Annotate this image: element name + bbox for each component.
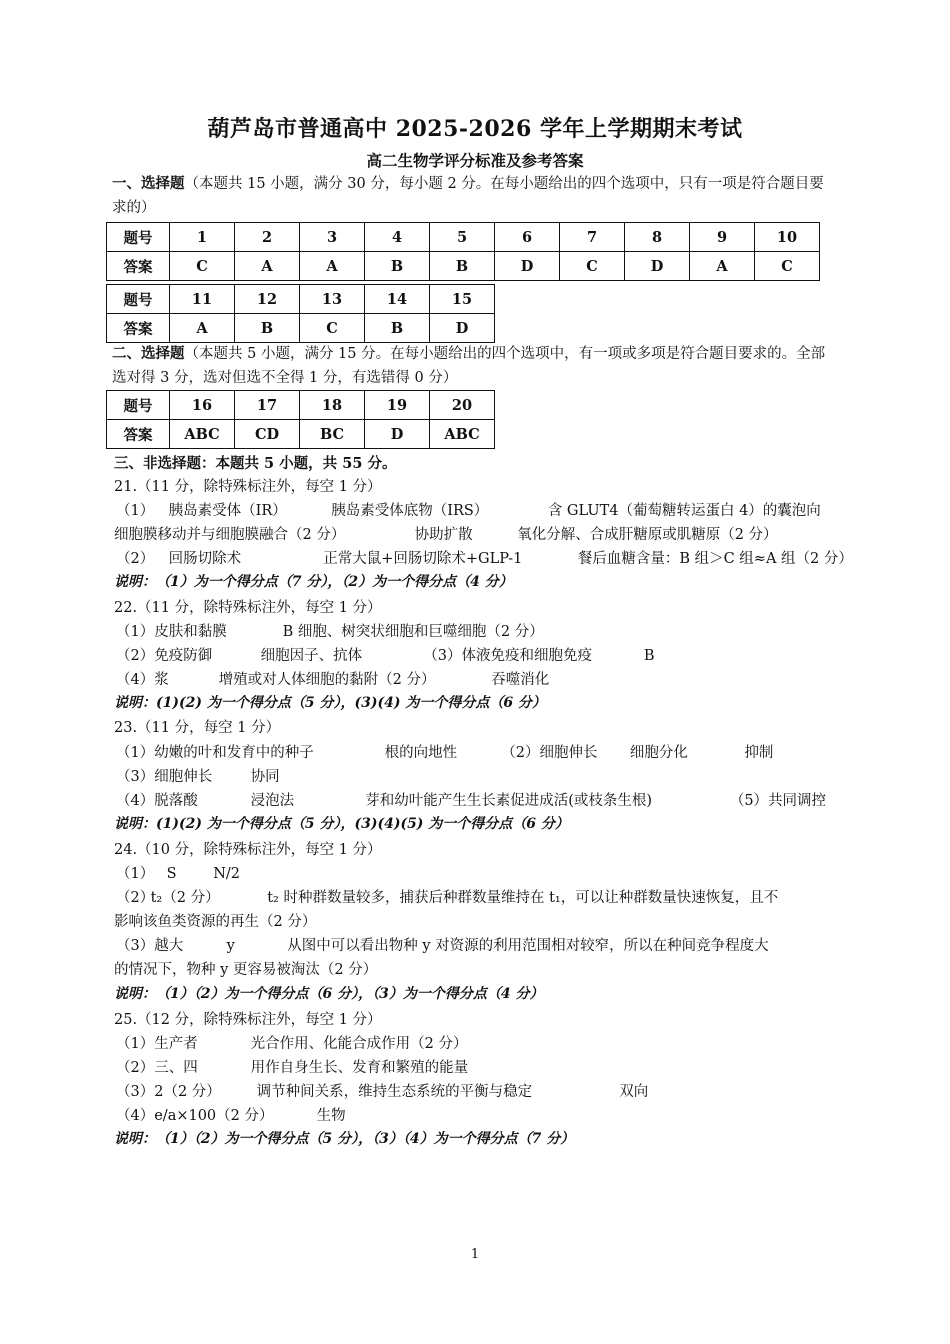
answer-part: （4）e/a×100（2 分）: [116, 1108, 274, 1124]
answer-part: N/2: [213, 866, 241, 882]
answer-part: 含 GLUT4（葡萄糖转运蛋白 4）的囊泡向: [547, 503, 821, 519]
table-cell: B: [365, 314, 430, 343]
row-label-question: 题号: [107, 391, 170, 420]
table-row: [107, 314, 495, 343]
answer-part: 胰岛素受体底物（IRS）: [331, 503, 489, 519]
table-cell: A: [690, 252, 755, 281]
answer-part: （2）: [116, 890, 155, 906]
table-cell: C: [755, 252, 820, 281]
answer-part: 浸泡法: [250, 793, 295, 809]
answer-part: （3）越大: [116, 938, 184, 954]
q24-line5: 的情况下，物种 y 更容易被淘汰（2 分）: [114, 962, 378, 978]
section1-heading: 一、选择题: [112, 175, 185, 192]
q24-line1: [116, 862, 240, 883]
answer-part: 芽和幼叶能产生生长素促进成活(或枝条生根): [365, 793, 653, 809]
q25-line1: [116, 1032, 467, 1053]
choice-answer-table-2: [106, 390, 495, 449]
q21-line1: [116, 499, 821, 520]
answer-part: （1）皮肤和黏膜: [116, 624, 227, 640]
table-cell: 18: [300, 391, 365, 420]
table-cell: B: [365, 252, 430, 281]
q21-line2: [114, 523, 778, 544]
q22-line2: [116, 644, 654, 665]
table-cell: BC: [300, 420, 365, 449]
section2-intro: [112, 342, 838, 390]
page-number: 1: [470, 1247, 480, 1262]
table-cell: D: [365, 420, 430, 449]
answer-part: 生物: [316, 1108, 346, 1124]
answer-part: （2）: [116, 551, 155, 567]
answer-part: 根的向地性: [384, 745, 458, 761]
q23-line3: [116, 789, 826, 810]
row-label-answer: 答案: [107, 252, 170, 281]
answer-part: 双向: [619, 1084, 649, 1100]
q25-heading: 25.（12 分，除特殊标注外，每空 1 分）: [114, 1012, 382, 1028]
q23-line1: [116, 741, 773, 762]
answer-part: 细胞因子、抗体: [260, 648, 363, 664]
answer-part: （3）体液免疫和细胞免疫: [423, 648, 592, 664]
row-label-question: 题号: [107, 223, 170, 252]
section1-desc: （本题共 15 小题，满分 30 分，每小题 2 分。在每小题给出的四个选项中，只有一项是符合题目要求的）: [112, 176, 824, 216]
answer-part: 餐后血糖含量：B 组＞C 组≈A 组（2 分）: [577, 551, 853, 567]
table-cell: 2: [235, 223, 300, 252]
answer-part: （1）生产者: [116, 1036, 198, 1052]
table-cell: 7: [560, 223, 625, 252]
answer-part: （2）三、四: [116, 1060, 198, 1076]
table-cell: 17: [235, 391, 300, 420]
answer-part: 光合作用、化能合成作用（2 分）: [250, 1036, 468, 1052]
q22-line1: [116, 620, 544, 641]
table-row: [107, 223, 820, 252]
table-cell: 10: [755, 223, 820, 252]
table-cell: 12: [235, 285, 300, 314]
table-cell: 4: [365, 223, 430, 252]
table-cell: A: [235, 252, 300, 281]
table-cell: A: [300, 252, 365, 281]
answer-part: （4）浆: [116, 672, 169, 688]
page-title: 葫芦岛市普通高中 2025-2026 学年上学期期末考试: [207, 116, 743, 142]
q25-line4: [116, 1104, 346, 1125]
answer-part: S: [166, 866, 177, 882]
table-row: [107, 391, 495, 420]
table-cell: A: [170, 314, 235, 343]
row-label-answer: 答案: [107, 420, 170, 449]
table-row: [107, 252, 820, 281]
q21-note: 说明：（1）为一个得分点（7 分），（2）为一个得分点（4 分）: [114, 574, 513, 590]
answer-part: B: [643, 648, 655, 664]
table-cell: C: [560, 252, 625, 281]
answer-part: （2）细胞伸长: [501, 745, 598, 761]
table-cell: 1: [170, 223, 235, 252]
choice-answer-table-1b: [106, 284, 495, 343]
table-cell: 8: [625, 223, 690, 252]
table-cell: B: [235, 314, 300, 343]
q21-heading: 21.（11 分，除特殊标注外，每空 1 分）: [114, 479, 382, 495]
section1-intro: [112, 172, 838, 220]
answer-part: （3）细胞伸长: [116, 769, 213, 785]
q23-line2: [116, 765, 280, 786]
answer-part: 协助扩散: [414, 527, 473, 543]
answer-part: 抑制: [744, 745, 774, 761]
answer-part: B 细胞、树突状细胞和巨噬细胞（2 分）: [282, 624, 544, 640]
answer-part: 细胞分化: [629, 745, 688, 761]
answer-part: 胰岛素受体（IR）: [168, 503, 287, 519]
table-cell: 14: [365, 285, 430, 314]
table-cell: 13: [300, 285, 365, 314]
q22-line3: [116, 668, 549, 689]
answer-part: 回肠切除术: [168, 551, 242, 567]
table-cell: 15: [430, 285, 495, 314]
table-row: [107, 285, 495, 314]
answer-part: （4）脱落酸: [116, 793, 198, 809]
answer-part: 用作自身生长、发育和繁殖的能量: [250, 1060, 469, 1076]
q22-heading: 22.（11 分，除特殊标注外，每空 1 分）: [114, 600, 382, 616]
q23-note: 说明：(1)(2) 为一个得分点（5 分），(3)(4)(5) 为一个得分点（6 分）: [114, 816, 569, 832]
answer-part: （1）幼嫩的叶和发育中的种子: [116, 745, 314, 761]
q24-line2: [116, 886, 778, 907]
answer-part: 吞噬消化: [491, 672, 550, 688]
q25-line2: [116, 1056, 468, 1077]
page-subtitle: 高二生物学评分标准及参考答案: [366, 151, 584, 170]
table-row: [107, 420, 495, 449]
q21-line3: [116, 547, 853, 568]
answer-part: 氧化分解、合成肝糖原或肌糖原（2 分）: [517, 527, 778, 543]
section3-heading: 三、非选择题：本题共 5 小题，共 55 分。: [114, 455, 397, 472]
q23-heading: 23.（11 分，每空 1 分）: [114, 720, 281, 736]
table-cell: B: [430, 252, 495, 281]
q24-line4: [116, 934, 769, 955]
table-cell: 5: [430, 223, 495, 252]
answer-part: （1）: [116, 503, 155, 519]
table-cell: 16: [170, 391, 235, 420]
answer-part: （3）2（2 分）: [116, 1084, 221, 1100]
table-cell: 6: [495, 223, 560, 252]
q24-note: 说明：（1）（2）为一个得分点（6 分），（3）为一个得分点（4 分）: [114, 986, 544, 1002]
table-cell: ABC: [170, 420, 235, 449]
table-cell: 11: [170, 285, 235, 314]
table-cell: D: [430, 314, 495, 343]
table-cell: 19: [365, 391, 430, 420]
q25-note: 说明：（1）（2）为一个得分点（5 分），（3）（4）为一个得分点（7 分）: [114, 1131, 575, 1147]
q24-heading: 24.（10 分，除特殊标注外，每空 1 分）: [114, 842, 382, 858]
answer-part: （1）: [116, 866, 155, 882]
answer-part: 从图中可以看出物种 y 对资源的利用范围相对较窄，所以在种间竞争程度大: [287, 938, 769, 954]
section2-heading: 二、选择题: [112, 345, 185, 362]
answer-part: t₂（2 分）: [150, 890, 220, 906]
answer-part: y: [226, 938, 235, 954]
table-cell: D: [495, 252, 560, 281]
table-cell: C: [170, 252, 235, 281]
answer-part: （5）共同调控: [729, 793, 827, 809]
answer-part: 增殖或对人体细胞的黏附（2 分）: [218, 672, 436, 688]
q24-line3: 影响该鱼类资源的再生（2 分）: [114, 914, 317, 930]
choice-answer-table-1: [106, 222, 820, 281]
table-cell: CD: [235, 420, 300, 449]
answer-part: 调节种间关系，维持生态系统的平衡与稳定: [256, 1084, 533, 1100]
table-cell: 9: [690, 223, 755, 252]
answer-part: t₂ 时种群数量较多，捕获后种群数量维持在 t₁，可以让种群数量快速恢复，且不: [267, 890, 779, 906]
table-cell: ABC: [430, 420, 495, 449]
answer-part: 细胞膜移动并与细胞膜融合（2 分）: [114, 527, 346, 543]
section2-desc: （本题共 5 小题，满分 15 分。在每小题给出的四个选项中，有一项或多项是符合题目要求的。全部选对得 3 分，选对但选不全得 1 分，有选错得 0 分）: [112, 346, 826, 386]
table-cell: 20: [430, 391, 495, 420]
table-cell: D: [625, 252, 690, 281]
q22-note: 说明：(1)(2) 为一个得分点（5 分），(3)(4) 为一个得分点（6 分）: [114, 695, 546, 711]
answer-part: 协同: [250, 769, 280, 785]
row-label-question: 题号: [107, 285, 170, 314]
q25-line3: [116, 1080, 648, 1101]
row-label-answer: 答案: [107, 314, 170, 343]
answer-part: 正常大鼠+回肠切除术+GLP-1: [323, 551, 523, 567]
table-cell: 3: [300, 223, 365, 252]
answer-part: （2）免疫防御: [116, 648, 213, 664]
table-cell: C: [300, 314, 365, 343]
